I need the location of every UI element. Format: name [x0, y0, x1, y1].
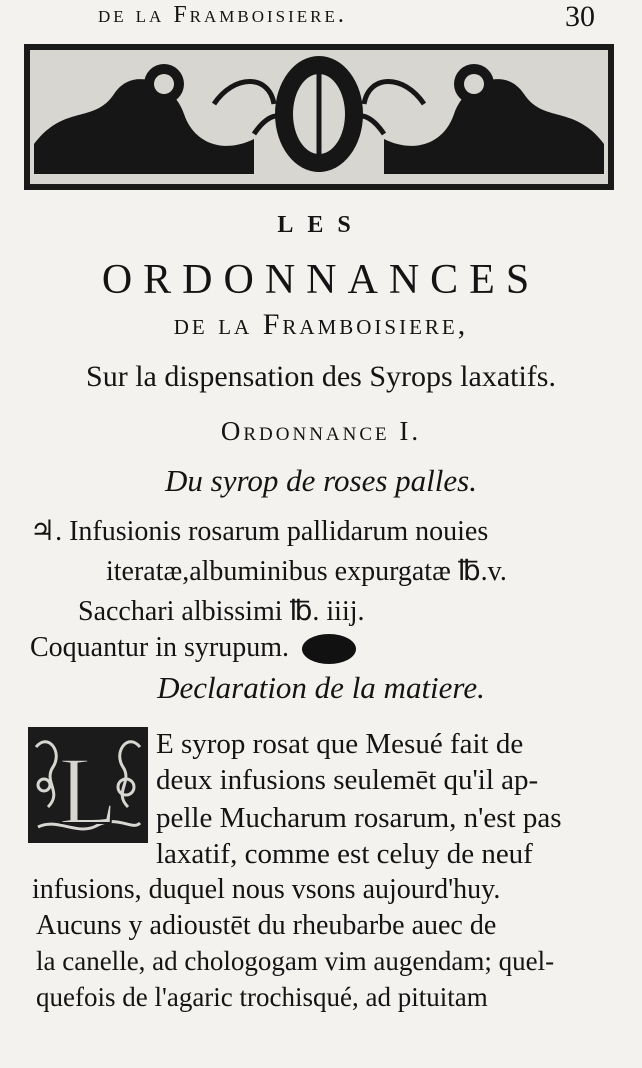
recipe-line-1: ♃. Infusionis rosarum pallidarum nouies	[30, 516, 489, 547]
recipe-line-3: Sacchari albissimi ℔. iiij.	[78, 596, 365, 627]
running-title: de la Framboisiere.	[98, 2, 347, 28]
page-header	[0, 2, 642, 36]
declaration-heading: Declaration de la matiere.	[157, 670, 485, 705]
body-line-2: deux infusions seulemēt qu'il ap-	[156, 764, 539, 796]
recipe-line-4: Coquantur in syrupum.	[30, 632, 289, 663]
ink-blot	[302, 634, 356, 664]
body-line-7: la canelle, ad chologogam vim augendam; quel-	[36, 946, 555, 976]
decorative-headpiece	[24, 44, 614, 190]
decorated-initial	[28, 727, 148, 843]
body-line-4: laxatif, comme est celuy de neuf	[156, 838, 533, 870]
body-line-8: quefois de l'agaric trochisqué, ad pituitam	[36, 982, 488, 1012]
body-line-6: Aucuns y adioustēt du rheubarbe auec de	[36, 910, 497, 941]
title-les: LES	[277, 212, 365, 238]
title-author: de la Framboisiere,	[173, 308, 469, 341]
section-subheading: Du syrop de roses palles.	[165, 463, 477, 498]
body-line-5: infusions, duquel nous vsons aujourd'huy.	[32, 874, 501, 905]
dropcap-letter: L	[58, 737, 118, 843]
body-line-3: pelle Mucharum rosarum, n'est pas	[156, 802, 562, 834]
title-ordonnances: ORDONNANCES	[101, 257, 541, 303]
recipe-line-2: iteratæ,albuminibus expurgatæ ℔.v.	[106, 556, 507, 587]
title-subtitle: Sur la dispensation des Syrops laxatifs.	[86, 360, 556, 393]
section-heading: Ordonnance I.	[220, 416, 422, 446]
page-number: 30	[565, 0, 595, 33]
body-line-1: E syrop rosat que Mesué fait de	[156, 728, 524, 760]
